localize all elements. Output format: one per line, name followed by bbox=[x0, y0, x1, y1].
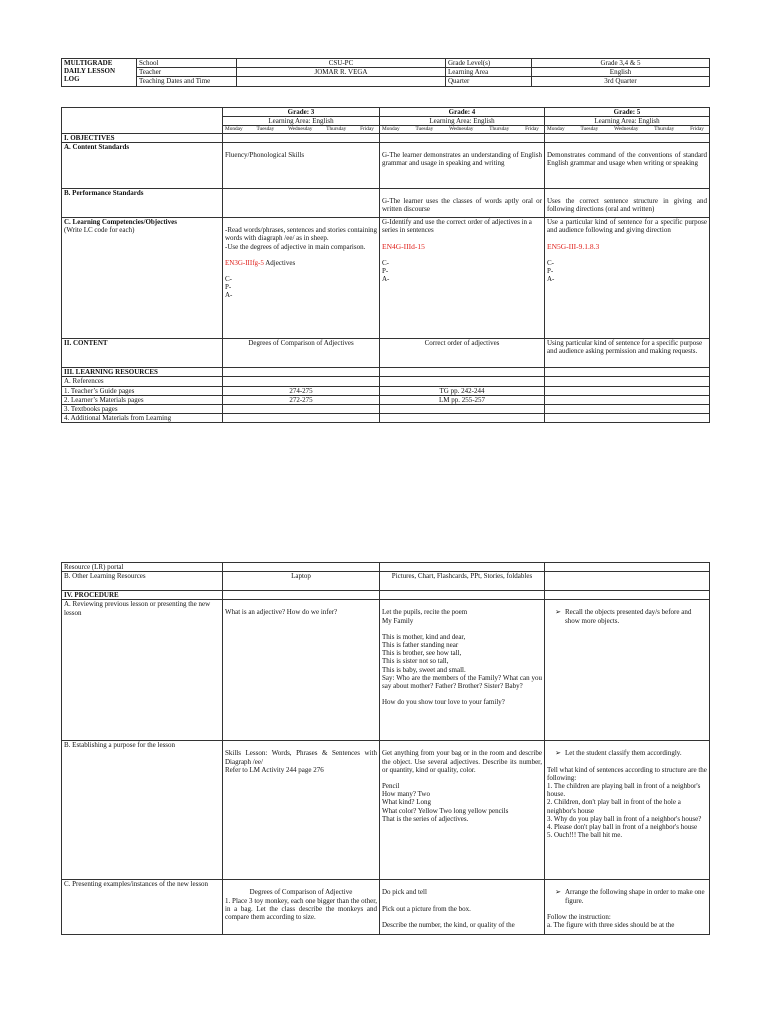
header-table bbox=[61, 58, 710, 87]
objectives-heading: I. OBJECTIVES bbox=[62, 133, 223, 142]
additional-label-cont: Resource (LR) portal bbox=[62, 563, 223, 572]
other-resources-label: B. Other Learning Resources bbox=[62, 572, 223, 591]
learning-area-value: English bbox=[532, 68, 710, 77]
quarter-label: Quarter bbox=[446, 77, 532, 86]
school-label: School bbox=[137, 59, 237, 68]
lm-g3: 272-275 bbox=[223, 395, 380, 404]
procedure-b-g4: Get anything from your bag or in the room and describe the object. Use several adjectives. Describe its number, or quantity, kind or quality, color. Pencil How many? Two What kind? Long What color? Yellow Two long yellow pencils That is the series of adjectives. bbox=[380, 741, 545, 880]
competencies-g3: -Read words/phrases, sentences and stories containing words with diagraph /ee/ as in sheep. -Use the degrees of adjective in main comparison. EN3G-IIIfg-5 Adjectives C- P- A- bbox=[223, 218, 380, 339]
content-standards-g5: Demonstrates command of the conventions of standard English grammar and usage when writing or speaking bbox=[545, 143, 710, 189]
performance-standards-g4: G-The learner uses the classes of words aptly oral or written discourse bbox=[380, 189, 545, 218]
procedure-c-g3: Degrees of Comparison of Adjective 1. Place 3 toy monkey, each one bigger than the other, in a bag. Let the class describe the monkeys and compare them according to size. bbox=[223, 880, 380, 935]
competencies-g5: Use a particular kind of sentence for a specific purpose and audience following and giving direction EN5G-III-9.1.8.3 C- P- A- bbox=[545, 218, 710, 339]
procedure-a-g4: Let the pupils, recite the poem My Family This is mother, kind and dear, This is father standing near This is brother, see how tall, This is sister not so tall, This is baby, sweet and small. Say: Who are the members of the Family? What can you say about mother? Father? Brother? Sister? Baby? How do you show tour love to your family? bbox=[380, 600, 545, 741]
content-g4: Correct order of adjectives bbox=[380, 339, 545, 368]
grade-5-days: Monday Tuesday Wednesday Thursday Friday bbox=[545, 126, 710, 134]
tg-g4: TG pp. 242-244 bbox=[380, 386, 545, 395]
performance-standards-g3 bbox=[223, 189, 380, 218]
grade-5-heading: Grade: 5 bbox=[545, 108, 710, 117]
teacher-label: Teacher bbox=[137, 68, 237, 77]
lm-g4: LM pp. 255-257 bbox=[380, 395, 545, 404]
procedure-a-g3: What is an adjective? How do we infer? bbox=[223, 600, 380, 741]
dates-label: Teaching Dates and Time bbox=[137, 77, 237, 86]
teacher-value: JOMAR R. VEGA bbox=[237, 68, 446, 77]
content-g3: Degrees of Comparison of Adjectives bbox=[223, 339, 380, 368]
other-resources-g4: Pictures, Chart, Flashcards, PPt, Stories, foldables bbox=[380, 572, 545, 591]
dates-value bbox=[237, 77, 446, 86]
content-standards-label: A. Content Standards bbox=[62, 143, 223, 189]
grade-4-area: Learning Area: English bbox=[380, 117, 545, 126]
competencies-label: C. Learning Competencies/Objectives (Write LC code for each) bbox=[62, 218, 223, 339]
grade-3-days: Monday Tuesday Wednesday Thursday Friday bbox=[223, 126, 380, 134]
main-table-page-2 bbox=[61, 562, 710, 935]
references-label: A. References bbox=[62, 377, 223, 386]
school-value: CSU-PC bbox=[237, 59, 446, 68]
procedure-c-g5: ➢ Arrange the following shape in order to make one figure. Follow the instruction: a. The figure with three sides should be at the bbox=[545, 880, 710, 935]
content-standards-g4: G-The learner demonstrates an understanding of English grammar and usage in speaking and writing bbox=[380, 143, 545, 189]
tg-g5 bbox=[545, 386, 710, 395]
other-resources-g3: Laptop bbox=[223, 572, 380, 591]
procedure-b-g3: Skills Lesson: Words, Phrases & Sentences with Diagraph /ee/ Refer to LM Activity 244 page 276 bbox=[223, 741, 380, 880]
arrow-bullet-icon: ➢ bbox=[555, 749, 561, 758]
quarter-value: 3rd Quarter bbox=[532, 77, 710, 86]
main-table-page-1 bbox=[61, 107, 710, 423]
textbook-label: 3. Textbooks pages bbox=[62, 404, 223, 413]
lm-label: 2. Learner’s Materials pages bbox=[62, 395, 223, 404]
grade-4-days: Monday Tuesday Wednesday Thursday Friday bbox=[380, 126, 545, 134]
learning-area-label: Learning Area bbox=[446, 68, 532, 77]
tg-g3: 274-275 bbox=[223, 386, 380, 395]
grade-3-area: Learning Area: English bbox=[223, 117, 380, 126]
tg-label: 1. Teacher’s Guide pages bbox=[62, 386, 223, 395]
content-standards-g3: Fluency/Phonological Skills bbox=[223, 143, 380, 189]
arrow-bullet-icon: ➢ bbox=[555, 608, 561, 617]
lm-g5 bbox=[545, 395, 710, 404]
resources-heading: III. LEARNING RESOURCES bbox=[62, 368, 223, 377]
grade-levels-label: Grade Level(s) bbox=[446, 59, 532, 68]
grade-5-area: Learning Area: English bbox=[545, 117, 710, 126]
other-resources-g5 bbox=[545, 572, 710, 591]
grade-4-heading: Grade: 4 bbox=[380, 108, 545, 117]
procedure-c-label: C. Presenting examples/instances of the new lesson bbox=[62, 880, 223, 935]
arrow-bullet-icon: ➢ bbox=[555, 888, 561, 897]
content-g5: Using particular kind of sentence for a specific purpose and audience asking permission and making requests. bbox=[545, 339, 710, 368]
competencies-g4: G-Identify and use the correct order of adjectives in a series in sentences EN4G-IIId-15 C- P- A- bbox=[380, 218, 545, 339]
procedure-heading: IV. PROCEDURE bbox=[62, 591, 223, 600]
content-label: II. CONTENT bbox=[62, 339, 223, 368]
performance-standards-g5: Uses the correct sentence structure in giving and following directions (oral and written) bbox=[545, 189, 710, 218]
grade-levels-value: Grade 3,4 & 5 bbox=[532, 59, 710, 68]
procedure-b-label: B. Establishing a purpose for the lesson bbox=[62, 741, 223, 880]
procedure-c-g4: Do pick and tell Pick out a picture from the box. Describe the number, the kind, or quality of the bbox=[380, 880, 545, 935]
performance-standards-label: B. Performance Standards bbox=[62, 189, 223, 218]
procedure-b-g5: ➢ Let the student classify them accordingly. Tell what kind of sentences according to structure are the following: 1. The children are playing ball in front of a neighbor's house. 2. Children, don't play ball in front of the hole a neighbor's house 3. Why do you play ball in front of a neighbor's house? 4. Please don't play ball in front of a neighbor's house 5. Ouch!!! The ball hit me. bbox=[545, 741, 710, 880]
procedure-a-g5: ➢ Recall the objects presented day/s before and show more objects. bbox=[545, 600, 710, 741]
grade-3-heading: Grade: 3 bbox=[223, 108, 380, 117]
log-title: MULTIGRADE DAILY LESSON LOG bbox=[62, 59, 137, 87]
additional-label: 4. Additional Materials from Learning bbox=[62, 414, 223, 423]
procedure-a-label: A. Reviewing previous lesson or presenting the new lesson bbox=[62, 600, 223, 741]
